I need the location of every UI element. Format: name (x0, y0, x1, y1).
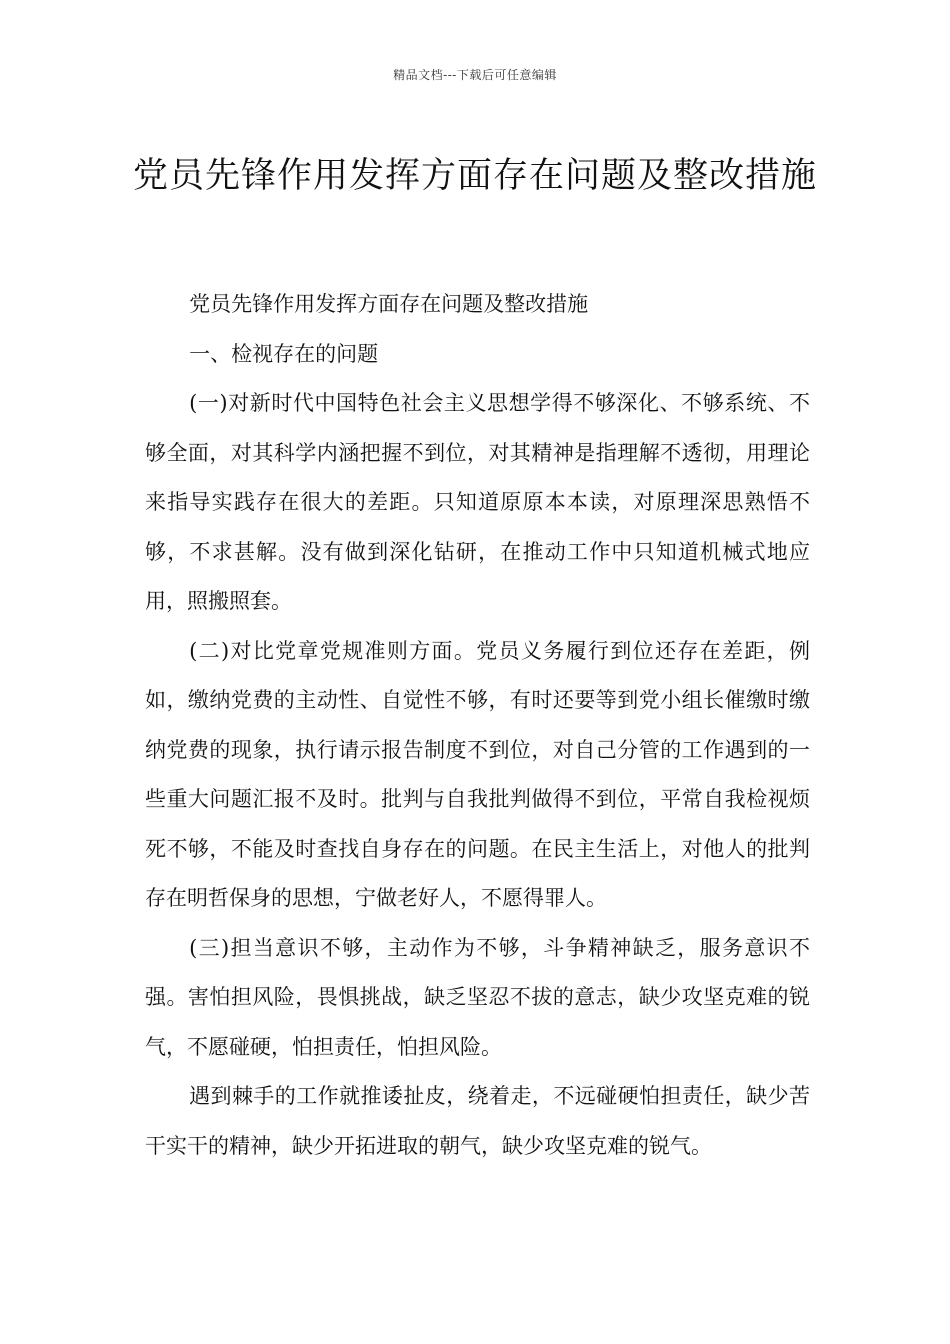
paragraph-subtitle: 党员先锋作用发挥方面存在问题及整改措施 (189, 292, 589, 316)
paragraph: (三)担当意识不够，主动作为不够，斗争精神缺乏，服务意识不强。害怕担风险，畏惧挑战，缺乏坚忍不拔的意志，缺少攻坚克难的锐气，不愿碰硬，怕担责任，怕担风险。 (145, 935, 810, 1059)
document-body (145, 280, 810, 1171)
paragraph: (一)对新时代中国特色社会主义思想学得不够深化、不够系统、不够全面，对其科学内涵把握不到位，对其精神是指理解不透彻，用理论来指导实践存在很大的差距。只知道原原本本读，对原理深思熟悟不够，不求甚解。没有做到深化钻研，在推动工作中只知道机械式地应用，照搬照套。 (145, 391, 810, 613)
header-note: 精品文档---下载后可任意编辑 (393, 68, 557, 82)
section-heading: 一、检视存在的问题 (189, 341, 379, 366)
document-title: 党员先锋作用发挥方面存在问题及整改措施 (132, 156, 817, 197)
paragraph: 遇到棘手的工作就推诿扯皮，绕着走，不远碰硬怕担责任，缺少苦干实干的精神，缺少开拓进取的朝气，缺少攻坚克难的锐气。 (145, 1084, 810, 1158)
paragraph: (二)对比党章党规准则方面。党员义务履行到位还存在差距，例如，缴纳党费的主动性、自觉性不够，有时还要等到党小组长催缴时缴纳党费的现象，执行请示报告制度不到位，对自己分管的工作遇到的一些重大问题汇报不及时。批判与自我批判做得不到位，平常自我检视烦死不够，不能及时查找自身存在的问题。在民主生活上，对他人的批判存在明哲保身的思想，宁做老好人，不愿得罪人。 (145, 638, 810, 910)
